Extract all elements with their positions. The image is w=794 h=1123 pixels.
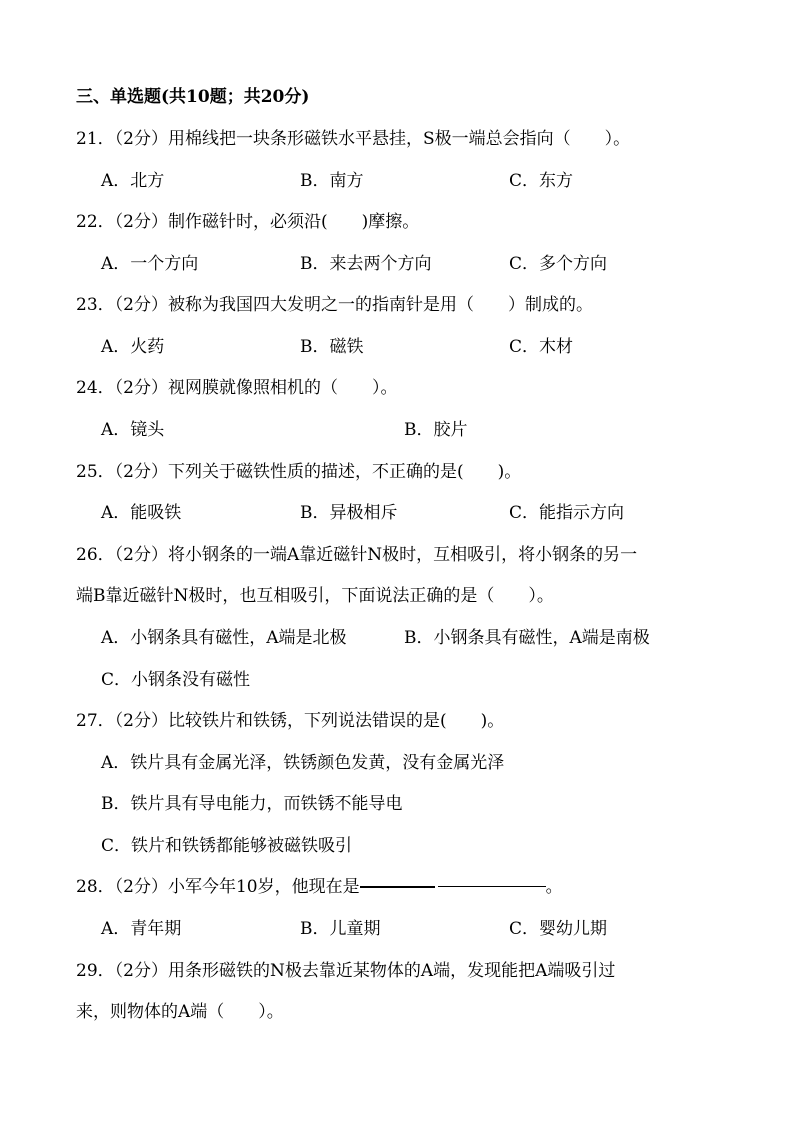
question-28-text: 28．（2分）小军今年10岁，他现在是: [76, 877, 360, 897]
q23-option-a[interactable]: A．火药: [101, 337, 165, 357]
question-21: 21．（2分）用棉线把一块条形磁铁水平悬挂，S极一端总会指向（ ）。: [76, 129, 631, 149]
q24-option-a[interactable]: A．镜头: [101, 420, 165, 440]
q28-option-b[interactable]: B．儿童期: [300, 919, 381, 939]
question-28-end: 。: [545, 877, 563, 897]
q28-option-c[interactable]: C．婴幼儿期: [509, 919, 608, 939]
q27-option-b[interactable]: B．铁片具有导电能力，而铁锈不能导电: [101, 794, 403, 814]
q26-option-a[interactable]: A．小钢条具有磁性，A端是北极: [101, 628, 347, 648]
answer-blank: [438, 886, 546, 887]
q21-option-a[interactable]: A．北方: [101, 171, 165, 191]
question-26-line2: 端B靠近磁针N极时，也互相吸引，下面说法正确的是（ ）。: [76, 586, 554, 606]
q27-option-a[interactable]: A．铁片具有金属光泽，铁锈颜色发黄，没有金属光泽: [101, 753, 505, 773]
question-25: 25．（2分）下列关于磁铁性质的描述，不正确的是( )。: [76, 462, 522, 482]
q25-option-c[interactable]: C．能指示方向: [509, 503, 625, 523]
q22-option-a[interactable]: A．一个方向: [101, 254, 199, 274]
q25-option-a[interactable]: A．能吸铁: [101, 503, 182, 523]
answer-blank: [360, 886, 435, 888]
q22-option-c[interactable]: C．多个方向: [509, 254, 608, 274]
q23-option-b[interactable]: B．磁铁: [300, 337, 364, 357]
question-27: 27．（2分）比较铁片和铁锈，下列说法错误的是( )。: [76, 711, 505, 731]
q24-option-b[interactable]: B．胶片: [404, 420, 468, 440]
question-29-line2: 来，则物体的A端（ ）。: [76, 1002, 284, 1022]
question-22: 22．（2分）制作磁针时，必须沿( )摩擦。: [76, 212, 420, 232]
q26-option-b[interactable]: B．小钢条具有磁性，A端是南极: [404, 628, 650, 648]
q27-option-c[interactable]: C．铁片和铁锈都能够被磁铁吸引: [101, 836, 353, 856]
q21-option-c[interactable]: C．东方: [509, 171, 574, 191]
q26-option-c[interactable]: C．小钢条没有磁性: [101, 670, 251, 690]
q28-option-a[interactable]: A．青年期: [101, 919, 182, 939]
question-28: [76, 876, 563, 898]
section-heading: 三、单选题(共10题；共20分): [76, 87, 310, 107]
q23-option-c[interactable]: C．木材: [509, 337, 574, 357]
question-24: 24．（2分）视网膜就像照相机的（ ）。: [76, 378, 398, 398]
q21-option-b[interactable]: B．南方: [300, 171, 364, 191]
question-23: 23．（2分）被称为我国四大发明之一的指南针是用（ ）制成的。: [76, 295, 593, 315]
question-29-line1: 29．（2分）用条形磁铁的N极去靠近某物体的A端，发现能把A端吸引过: [76, 961, 616, 981]
q25-option-b[interactable]: B．异极相斥: [300, 503, 398, 523]
question-26-line1: 26．（2分）将小钢条的一端A靠近磁针N极时，互相吸引，将小钢条的另一: [76, 545, 638, 565]
q22-option-b[interactable]: B．来去两个方向: [300, 254, 432, 274]
